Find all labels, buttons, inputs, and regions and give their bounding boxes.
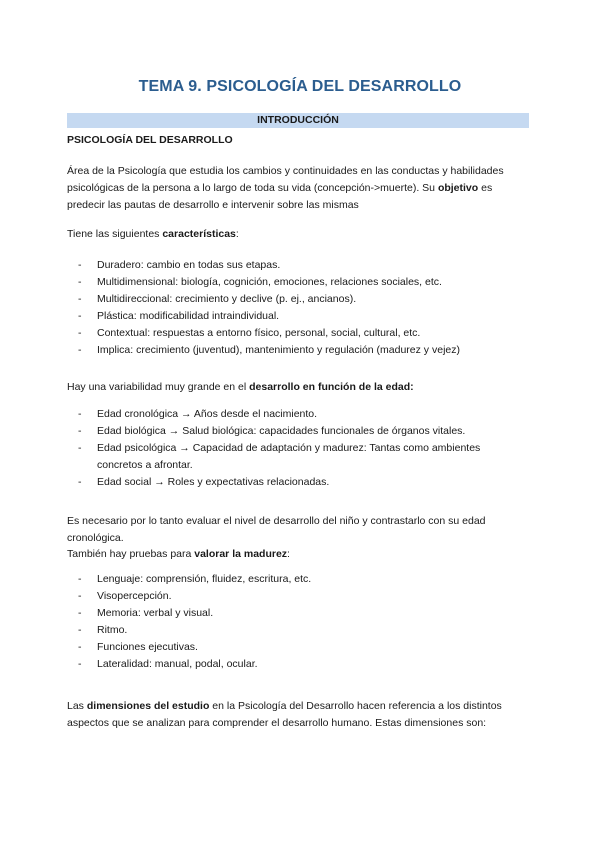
maturity-lead: También hay pruebas para valorar la madurez: [67,548,290,560]
list-item: - Funciones ejecutivas. [67,639,529,656]
list-item: - Multidireccional: crecimiento y declive (p. ej., ancianos). [67,291,529,308]
list-item: - Lenguaje: comprensión, fluidez, escritura, etc. [67,571,529,588]
section-header: INTRODUCCIÓN [67,113,529,128]
list-item: - Ritmo. [67,622,529,639]
list-item: - Edad biológica → Salud biológica: capacidades funcionales de órganos vitales. [67,423,529,440]
list-item: - Edad social → Roles y expectativas relacionadas. [67,474,529,491]
age-list [67,406,529,491]
maturity-list [67,571,529,673]
list-item: - Duradero: cambio en todas sus etapas. [67,257,529,274]
page-title: TEMA 9. PSICOLOGÍA DEL DESARROLLO [138,78,462,95]
evaluate-paragraph: Es necesario por lo tanto evaluar el nivel de desarrollo del niño y contrastarlo con su edad cronológica. [67,515,486,544]
list-item: - Edad cronológica → Años desde el nacimiento. [67,406,529,423]
subheading: PSICOLOGÍA DEL DESARROLLO [67,134,233,146]
dimensions-paragraph: Las dimensiones del estudio en la Psicología del Desarrollo hacen referencia a los distintos aspectos que se analizan para comprender el desarrollo humano. Estas dimensiones son: [67,700,502,729]
list-item: - Plástica: modificabilidad intraindividual. [67,308,529,325]
intro-paragraph: Área de la Psicología que estudia los cambios y continuidades en las conductas y habilidades psicológicas de la persona a lo largo de toda su vida (concepción->muerte). Su objetivo es predecir las pautas de desarrollo e intervenir sobre las mismas [67,165,504,211]
list-item: - Multidimensional: biología, cognición, emociones, relaciones sociales, etc. [67,274,529,291]
list-item: - Implica: crecimiento (juventud), mantenimiento y regulación (madurez y vejez) [67,342,529,359]
characteristics-lead: Tiene las siguientes características: [67,228,239,240]
list-item: - Contextual: respuestas a entorno físico, personal, social, cultural, etc. [67,325,529,342]
variability-lead: Hay una variabilidad muy grande en el desarrollo en función de la edad: [67,381,414,393]
characteristics-list [67,257,529,359]
list-item: - Edad psicológica → Capacidad de adaptación y madurez: Tantas como ambientes concretos a afrontar. [67,440,529,474]
list-item: - Visopercepción. [67,588,529,605]
list-item: - Memoria: verbal y visual. [67,605,529,622]
list-item: - Lateralidad: manual, podal, ocular. [67,656,529,673]
